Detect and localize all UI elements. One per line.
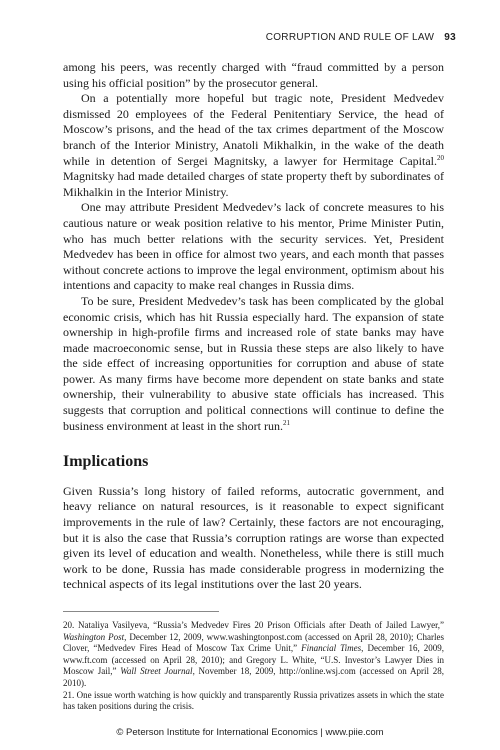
paragraph: among his peers, was recently charged with “fraud committed by a person using his official position” by the prosecutor general.	[63, 60, 444, 90]
publication-title: Financial Times	[301, 643, 362, 654]
footnote-number: 21.	[63, 689, 75, 700]
body-text	[63, 60, 444, 713]
running-head	[266, 32, 456, 43]
footnote-text: , November 18, 2009, http://online.wsj.com (accessed on April 28, 2010).	[63, 666, 444, 688]
footnote-number: 20.	[63, 620, 75, 630]
footnote-20	[63, 620, 444, 690]
paragraph	[63, 294, 444, 434]
paragraph-text: On a potentially more hopeful but tragic note, President Medvedev dismissed 20 employees of the Federal Penitentiary Service, the head of Moscow’s prisons, and the head of the tax crimes department of the Moscow branch of the Interior Ministry, Anatoli Mikhalkin, in the wake of the death while in detention of Sergei Magnitsky, a lawyer for Hermitage Capital.	[63, 91, 444, 168]
running-head-title: CORRUPTION AND RULE OF LAW	[265, 32, 435, 43]
paragraph-text: To be sure, President Medvedev’s task has been complicated by the global economic crisis, which has hit Russia especially hard. The expansion of state ownership in high-profile firms and increased role of state banks may have made macroeconomic sense, but in Russia these steps are also likely to have the side effect of increasing opportunities for corruption and abuse of state power. As many firms have become more dependent on state banks and state ownership, their vulnerability to abusive state officials has increased. This suggests that corruption and political connections will continue to define the business environment at least in the short run.	[63, 293, 444, 433]
footnote-text: Nataliya Vasilyeva, “Russia’s Medvedev Fires 20 Prison Officials after Death of Jailed Lawyer,”	[74, 620, 444, 630]
section-heading: Implications	[63, 453, 149, 471]
paragraph: One may attribute President Medvedev’s lack of concrete measures to his cautious nature or weak position relative to his mentor, Prime Minister Putin, who has much better relations with the security services. Yet, President Medvedev has been in office for almost two years, and each month that passes without concrete actions to improve the legal environment, optimism about his intentions and capacity to make real changes in Russia dims.	[63, 200, 444, 293]
paragraph	[63, 91, 444, 200]
footnote-text: , December 12, 2009, www.washingtonpost.com (accessed on April 28, 2010); Charles Clover, “Medvedev Fires Head of Moscow Tax Crime Unit,”	[63, 631, 444, 654]
page-footer: © Peterson Institute for International Economics | www.piie.com	[116, 727, 384, 738]
paragraph-text: Magnitsky had made detailed charges of state property theft by subordinates of Mikhalkin in the Interior Ministry.	[63, 169, 444, 199]
footnote-ref: 20	[437, 153, 444, 162]
page-number: 93	[444, 32, 456, 43]
footnote-text: One issue worth watching is how quickly and transparently Russia privatizes assets in which the state has taken positions during the crisis.	[63, 689, 444, 712]
publication-title: Washington Post	[63, 631, 125, 642]
footnote-divider	[63, 611, 219, 612]
footnote-ref: 21	[282, 418, 290, 427]
footnote-text: , December 16, 2009, www.ft.com (accessed on April 28, 2010); and Gregory L. White, “U.S. Investor’s Lawyer Dies in Moscow Jail,”	[63, 643, 445, 677]
paragraph: Given Russia’s long history of failed reforms, autocratic government, and heavy reliance on natural resources, is it reasonable to expect significant improvements in the rule of law? Certainly, these factors are not encouraging, but it is also the case that Russia’s corruption ratings are worse than expected given its level of education and wealth. Nonetheless, while there is still much work to be done, Russia has made considerable progress in modernizing the technical aspects of its legal institutions over the last 20 years.	[63, 483, 444, 592]
publication-title: Wall Street Journal	[120, 666, 193, 677]
footnote-21	[63, 690, 444, 713]
